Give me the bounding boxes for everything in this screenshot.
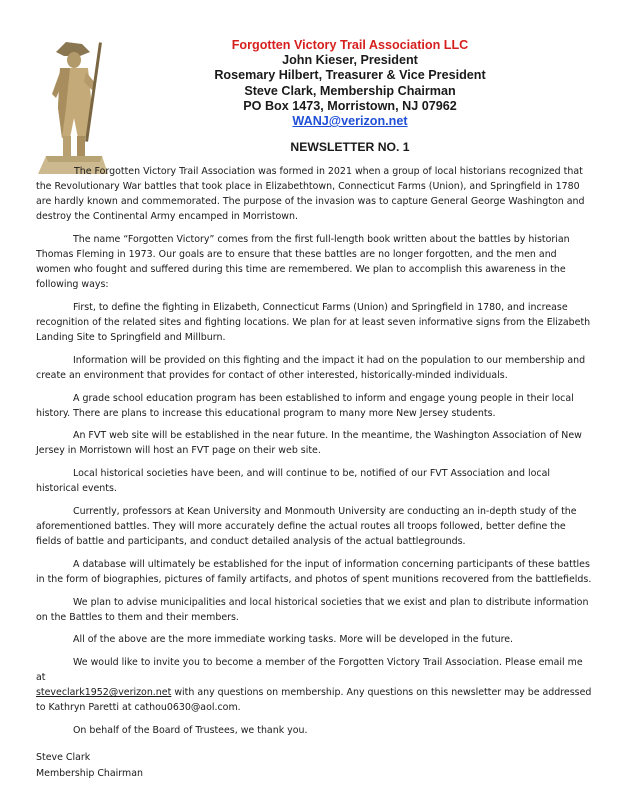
signature-block [36, 750, 592, 781]
invitation-text: We would like to invite you to become a member of the Forgotten Victory Trail Association. Please email me at [36, 657, 583, 684]
paragraph-formation: The Forgotten Victory Trail Association was formed in 2021 when a group of local historians recognized that the Revolutionary War battles that took place in Elizabethtown, Connecticut Farms (Union), and Springfield in 1780 are hardly known and commemorated. The purpose of the invasion was to capture General George Washington and destroy the Continental Army encamped in Morristown. [36, 166, 585, 223]
paragraph-education: A grade school education program has been established to inform and engage young people in their local history. There are plans to increase this educational program to many more New Jersey students. [36, 392, 574, 419]
paragraph-invitation [36, 655, 592, 715]
paragraph-university-study: Currently, professors at Kean University and Monmouth University are conducting an in-depth study of the aforementioned battles. They will more accurately define the actual routes all troops followed, better define the fields of battle and participants, and conduct detailed analysis of the actual battlegrounds. [36, 505, 577, 548]
membership-email-link[interactable]: steveclark1952@verizon.net [36, 687, 172, 699]
paragraph-thanks: On behalf of the Board of Trustees, we thank you. [73, 725, 308, 737]
membership-chairman-line: Steve Clark, Membership Chairman [244, 83, 456, 98]
signature-title: Membership Chairman [36, 767, 143, 779]
newsletter-title: NEWSLETTER NO. 1 [290, 140, 410, 154]
paragraph-name-origin: The name “Forgotten Victory” comes from the first full-length book written about the battles by historian Thomas Fleming in 1973. Our goals are to ensure that these battles are no longer forgotten, and the men and women who fought and suffered during this time are remembered. We plan to accomplish this awareness in the following ways: [36, 233, 570, 291]
minuteman-statue-image [30, 38, 116, 174]
paragraph-website: An FVT web site will be established in the near future. In the meantime, the Washington Association of New Jersey in Morristown will host an FVT page on their web site. [36, 430, 582, 457]
paragraph-define-fighting: First, to define the fighting in Elizabeth, Connecticut Farms (Union) and Springfield in 1780, and increase recognition of the related sites and fighting locations. We plan for at least seven informative signs from the Elizabeth Landing Site to Springfield and Millburn. [36, 301, 591, 344]
invitation-text-continued: with any questions on membership. Any questions on this newsletter may be addressed to Kathryn Paretti at cathou0630@aol.com. [36, 687, 592, 714]
paragraph-historical-societies: Local historical societies have been, and will continue to be, notified of our FVT Association and local historical events. [36, 468, 550, 495]
letterhead [130, 38, 570, 129]
association-email-link[interactable]: WANJ@verizon.net [292, 114, 408, 129]
organization-name: Forgotten Victory Trail Association LLC [231, 38, 469, 52]
paragraph-immediate-tasks: All of the above are the more immediate working tasks. More will be developed in the future. [73, 634, 514, 646]
signature-name: Steve Clark [36, 752, 91, 764]
paragraph-database: A database will ultimately be established for the input of information concerning participants of these battles in the form of biographies, pictures of family artifacts, and photos of spent munitions recovered from the battlefields. [36, 558, 592, 585]
newsletter-body [36, 164, 592, 781]
paragraph-municipalities: We plan to advise municipalities and local historical societies that we exist and plan to distribute information on the Battles to them and their members. [36, 596, 589, 623]
mailing-address: PO Box 1473, Morristown, NJ 07962 [243, 98, 457, 113]
treasurer-line: Rosemary Hilbert, Treasurer & Vice President [214, 68, 486, 83]
paragraph-information: Information will be provided on this fighting and the impact it had on the population to our membership and create an environment that provides for contact of other interested, historically-minded individuals. [36, 354, 586, 381]
president-line: John Kieser, President [282, 53, 418, 68]
